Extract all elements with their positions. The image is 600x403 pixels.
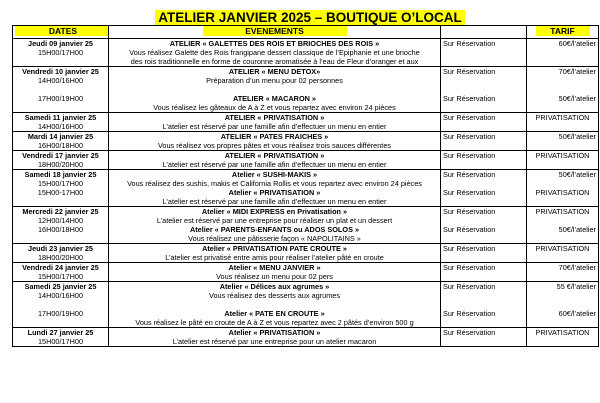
event-title: ATELIER « PRIVATISATION » [224,113,325,122]
date-cell-line: 15H00/17H00 [37,179,84,188]
event-title: ATELIER « PATES FRAICHES » [220,132,329,141]
reservation-cell [441,151,527,170]
event-description: Vous réalisez des desserts aux agrumes [208,291,340,300]
reservation-cell [441,113,527,132]
event-title: Atelier « SUSHI-MAKIS » [231,170,318,179]
date-cell-line: 15H00-17H00 [37,188,84,197]
tarif-line: 50€/l’atelier [558,132,596,141]
date-cell-line: Mardi 14 janvier 25 [27,132,94,141]
table-row [13,263,599,282]
reservation-cell-line: Sur Réservation [443,328,496,337]
event-title: ATELIER « MENU DETOX» [228,67,321,76]
table-row [13,282,599,328]
event-title: ATELIER « PRIVATISATION » [224,151,325,160]
date-cell [13,207,109,244]
tarif-line [529,300,596,309]
event-description: L’atelier est privatisé entre amis pour réaliser l’atelier pâté en croute [165,253,384,262]
tarif-line: PRIVATISATION [535,188,590,197]
reservation-cell-line: Sur Réservation [443,151,496,160]
event-cell [109,170,441,207]
date-cell-line: 17H00/19H00 [37,309,84,318]
header-evenements: EVENEMENTS [109,26,441,39]
reservation-cell-line: Sur Réservation [443,132,496,141]
tarif-line: 70€/l’atelier [558,263,596,272]
event-cell [109,132,441,151]
date-cell [13,113,109,132]
tarif-line: PRIVATISATION [535,207,590,216]
reservation-cell-line: Sur Réservation [443,39,496,48]
date-cell-line: 14H00/16H00 [37,291,84,300]
event-description: Vous réalisez les gâteaux de A à Z et vous repartez avec environ 24 pièces [153,103,396,112]
event-title: Atelier « PARENTS-ENFANTS ou ADOS SOLOS » [189,225,360,234]
reservation-cell-line [443,85,524,94]
event-description: L’atelier est réservé par une entreprise pour un atelier macaron [172,337,377,346]
date-cell-line: Jeudi 09 janvier 25 [28,39,93,48]
event-description: des rois traditionnelle en forme de couronne aromatisée à l’eau de Fleur d’oranger et aux [130,57,419,66]
event-cell [109,244,441,263]
tarif-cell [527,132,599,151]
tarif-line: 55 €/l’atelier [556,282,596,291]
tarif-cell [527,244,599,263]
header-row [13,26,599,39]
table-row [13,113,599,132]
reservation-cell [441,170,527,207]
reservation-cell-line: Sur Réservation [443,263,496,272]
date-cell [13,244,109,263]
tarif-line [529,291,596,300]
event-cell [109,263,441,282]
tarif-line: PRIVATISATION [535,113,590,122]
date-cell-line: Samedi 18 janvier 25 [24,170,97,179]
header-reservation [441,26,527,39]
event-cell [109,207,441,244]
event-title: Atelier « PRIVATISATION » [228,328,321,337]
reservation-cell-line: Sur Réservation [443,207,496,216]
reservation-cell-line: Sur Réservation [443,225,496,234]
tarif-line: PRIVATISATION [535,244,590,253]
tarif-line [529,76,596,85]
event-description: L’atelier est réservé par une famille afin d’effectuer un menu en entier [162,122,387,131]
event-title: ATELIER « GALETTES DES ROIS ET BRIOCHES DES ROIS » [169,39,380,48]
event-title: ATELIER « MACARON » [233,94,316,103]
tarif-cell [527,263,599,282]
tarif-cell [527,113,599,132]
event-description: L’atelier est réservé par une famille afin d’effectuer un menu en entier [162,197,387,206]
tarif-line: PRIVATISATION [535,151,590,160]
event-title: Atelier « PRIVATISATION » [228,188,321,197]
event-cell [109,39,441,67]
date-cell-line: 18H00/20H00 [37,160,84,169]
schedule-table [12,25,599,347]
tarif-cell [527,328,599,347]
table-row [13,151,599,170]
reservation-cell-line [443,179,524,188]
event-description [111,85,438,94]
date-cell-line: 18H00/20H00 [37,253,84,262]
reservation-cell-line: Sur Réservation [443,113,496,122]
event-description: L’atelier est réservé par une famille afin d’effectuer un menu en entier [162,160,387,169]
event-description: L’atelier est réservé par une entreprise pour réaliser un plat et un dessert [156,216,393,225]
reservation-cell-line: Sur Réservation [443,309,496,318]
reservation-cell-line: Sur Réservation [443,282,496,291]
reservation-cell [441,263,527,282]
event-cell [109,328,441,347]
table-row [13,244,599,263]
event-description: Préparation d’un menu pour 02 personnes [206,76,343,85]
tarif-line [529,179,596,188]
date-cell-line [15,85,106,94]
event-title: Atelier « PATE EN CROUTE » [224,309,325,318]
event-cell [109,282,441,328]
table-row [13,170,599,207]
reservation-cell [441,244,527,263]
tarif-line: 60€/l’atelier [558,39,596,48]
tarif-line: 50€/l’atelier [558,225,596,234]
reservation-cell-line: Sur Réservation [443,244,496,253]
date-cell [13,328,109,347]
date-cell-line: Mercredi 22 janvier 25 [22,207,99,216]
reservation-cell [441,132,527,151]
date-cell-line: Samedi 11 janvier 25 [24,113,97,122]
event-description: Vous réalisez une pâtisserie façon « NAPOLITAINS » [188,234,361,243]
tarif-cell [527,282,599,328]
tarif-line: 50€/l’atelier [558,94,596,103]
tarif-line: 60€/l’atelier [558,309,596,318]
tarif-cell [527,151,599,170]
event-description: Vous réalisez un menu pour 02 pers [216,272,333,281]
date-cell-line: Vendredi 17 janvier 25 [22,151,99,160]
tarif-cell [527,207,599,244]
event-description: Vous réalisez le pâté en croute de A à Z et vous repartez avec 2 pâtés d’environ 500 g [135,318,414,327]
schedule-body [13,39,599,347]
date-cell-line: 15H00/17H00 [37,272,84,281]
reservation-cell [441,282,527,328]
reservation-cell-line: Sur Réservation [443,188,496,197]
event-title: Atelier « Délices aux agrumes » [219,282,330,291]
date-cell-line: Samedi 25 janvier 25 [24,282,97,291]
date-cell [13,151,109,170]
reservation-cell-line: Sur Réservation [443,170,496,179]
table-row [13,39,599,67]
reservation-cell-line: Sur Réservation [443,94,496,103]
event-description: Vous réalisez vos propres pâtes et vous réalisez trois sauces différentes [157,141,392,150]
event-description: Vous réalisez des sushis, makis et California Rollis et vous repartez avec environ 24 pièces [127,179,422,188]
date-cell-line: 16H00/18H00 [37,141,84,150]
tarif-line: 70€/l’atelier [558,67,596,76]
event-description: Vous réalisez Galette des Rois frangipane dessert classique de l’Epiphanie et une brioche [129,48,420,57]
tarif-cell [527,67,599,113]
date-cell-line: Vendredi 10 janvier 25 [22,67,99,76]
event-title: Atelier « PRIVATISATION PATE CROUTE » [202,244,347,253]
reservation-cell [441,328,527,347]
date-cell [13,39,109,67]
date-cell-line: 14H00/16H00 [37,122,84,131]
reservation-cell-line [443,216,524,225]
tarif-line: 50€/l’atelier [558,170,596,179]
date-cell-line: Vendredi 24 janvier 25 [22,263,99,272]
reservation-cell-line [443,300,524,309]
reservation-cell-line [443,291,524,300]
date-cell-line: Jeudi 23 janvier 25 [28,244,93,253]
date-cell-line: 17H00/19H00 [37,94,84,103]
header-tarif: TARIF [527,26,599,39]
event-cell [109,113,441,132]
reservation-cell [441,39,527,67]
event-description [111,300,438,309]
date-cell [13,67,109,113]
date-cell-line: 15H00/17H00 [37,337,84,346]
reservation-cell-line: Sur Réservation [443,67,496,76]
tarif-line [529,85,596,94]
tarif-line [529,216,596,225]
table-row [13,328,599,347]
reservation-cell [441,207,527,244]
tarif-line: PRIVATISATION [535,328,590,337]
date-cell [13,263,109,282]
page-title: ATELIER JANVIER 2025 – BOUTIQUE O’LOCAL [155,10,465,25]
reservation-cell-line [443,76,524,85]
event-title: Atelier « MIDI EXPRESS en Privatisation » [201,207,348,216]
reservation-cell [441,67,527,113]
date-cell [13,132,109,151]
date-cell-line: 16H00/18H00 [37,225,84,234]
event-cell [109,67,441,113]
date-cell [13,282,109,328]
date-cell-line: Lundi 27 janvier 25 [27,328,94,337]
date-cell [13,170,109,207]
date-cell-line: 14H00/16H00 [37,76,84,85]
table-row [13,67,599,113]
event-cell [109,151,441,170]
tarif-cell [527,170,599,207]
date-cell-line: 15H00/17H00 [37,48,84,57]
table-row [13,132,599,151]
tarif-cell [527,39,599,67]
header-dates: DATES [13,26,109,39]
table-row [13,207,599,244]
date-cell-line [15,300,106,309]
date-cell-line: 12H00/14H00 [37,216,84,225]
event-title: Atelier « MENU JANVIER » [228,263,321,272]
